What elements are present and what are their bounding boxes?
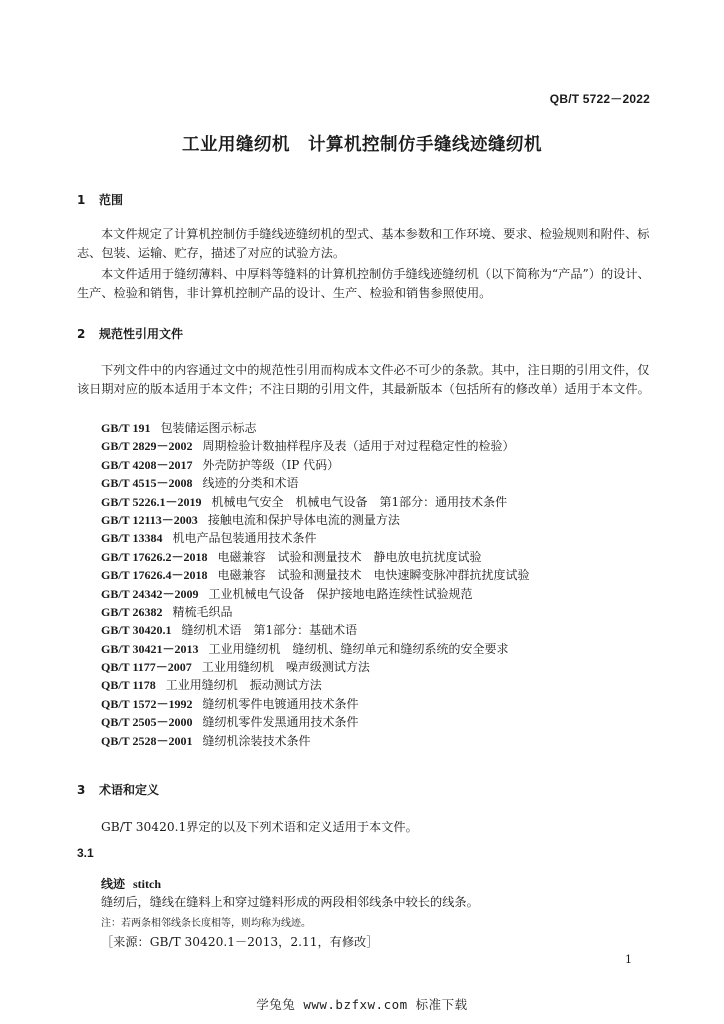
document-title: 工业用缝纫机 计算机控制仿手缝线迹缝纫机: [182, 135, 542, 155]
term-heading: [101, 875, 161, 892]
reference-code: GB/T 17626.4－2018: [101, 568, 208, 583]
reference-title: 缝纫机涂装技术条件: [202, 733, 311, 748]
term-definition: 缝纫后，缝线在缝料上和穿过缝料形成的两段相邻线条中较长的线条。: [101, 895, 479, 909]
reference-item: [101, 419, 529, 437]
reference-title: 工业用缝纫机 缝纫机、缝纫单元和缝纫系统的安全要求: [208, 641, 509, 656]
section-2-intro: 下列文件中的内容通过文中的规范性引用而构成本文件必不可少的条款。其中，注日期的引用文件，仅该日期对应的版本适用于本文件；不注日期的引用文件，其最新版本（包括所有的修改单）适用于本文件。: [77, 363, 650, 396]
reference-code: QB/T 1572－1992: [101, 696, 193, 711]
reference-item: [101, 566, 529, 584]
reference-item: [101, 732, 529, 750]
reference-title: 缝纫机零件电镀通用技术条件: [202, 696, 359, 711]
reference-title: 工业用缝纫机 噪声级测试方法: [201, 660, 370, 675]
reference-item: [101, 585, 529, 603]
reference-item: [101, 676, 529, 694]
reference-item: [101, 474, 529, 492]
section-1-paragraph: 本文件适用于缝纫薄料、中厚料等缝料的计算机控制仿手缝线迹缝纫机（以下简称为“产品”）的设计、生产、检验和销售，非计算机控制产品的设计、生产、检验和销售参照使用。: [77, 267, 650, 300]
reference-title: 外壳防护等级（IP 代码）: [202, 457, 340, 472]
section-3-intro: GB/T 30420.1界定的以及下列术语和定义适用于本文件。: [101, 820, 418, 834]
reference-item: [101, 493, 529, 511]
reference-code: GB/T 4208－2017: [101, 457, 193, 472]
reference-item: [101, 529, 529, 547]
reference-title: 缝纫机零件发黑通用技术条件: [202, 715, 359, 730]
section-title: 术语和定义: [99, 783, 160, 797]
normative-references-list: [101, 419, 529, 750]
reference-code: GB/T 5226.1－2019: [101, 494, 202, 509]
term-source: ［来源：GB/T 30420.1－2013，2.11，有修改］: [101, 935, 379, 949]
reference-title: 机电产品包装通用技术条件: [172, 531, 317, 546]
reference-code: GB/T 17626.2－2018: [101, 549, 208, 564]
standard-code: QB/T 5722－2022: [549, 92, 650, 106]
watermark-text: 学兔兔 www.bzfxw.com 标准下载: [256, 997, 468, 1012]
reference-code: QB/T 2505－2000: [101, 715, 193, 730]
reference-title: 机械电气安全 机械电气设备 第1部分：通用技术条件: [211, 494, 508, 509]
reference-code: GB/T 26382: [101, 604, 163, 619]
reference-code: GB/T 191: [101, 421, 151, 435]
reference-title: 线迹的分类和术语: [202, 476, 299, 491]
term-note: 注：若两条相邻线条长度相等，则均称为线迹。: [101, 918, 311, 929]
reference-code: GB/T 12113－2003: [101, 512, 198, 527]
page-number: 1: [625, 953, 632, 966]
section-3-heading: [77, 781, 159, 798]
section-number: 2: [77, 327, 86, 341]
reference-title: 接触电流和保护导体电流的测量方法: [207, 512, 400, 527]
term-english: stitch: [133, 877, 162, 891]
reference-code: GB/T 13384: [101, 531, 163, 546]
term-number: 3.1: [77, 846, 94, 860]
reference-title: 包装储运图示标志: [160, 421, 257, 435]
reference-item: [101, 658, 529, 676]
section-title: 范围: [99, 193, 124, 207]
reference-item: [101, 603, 529, 621]
section-1-heading: [77, 191, 123, 208]
section-2-heading: [77, 325, 183, 342]
reference-code: GB/T 2829－2002: [101, 439, 193, 454]
reference-code: GB/T 30420.1: [101, 623, 172, 638]
reference-title: 工业机械电气设备 保护接地电路连续性试验规范: [208, 586, 473, 601]
reference-code: QB/T 1177－2007: [101, 660, 192, 675]
reference-code: QB/T 1178: [101, 678, 156, 693]
section-number: 1: [77, 193, 86, 207]
section-number: 3: [77, 783, 86, 797]
section-1-paragraph: 本文件规定了计算机控制仿手缝线迹缝纫机的型式、基本参数和工作环境、要求、检验规则和附件、标志、包装、运输、贮存，描述了对应的试验方法。: [77, 227, 650, 260]
reference-title: 缝纫机术语 第1部分：基础术语: [181, 623, 358, 638]
reference-item: [101, 621, 529, 639]
reference-item: [101, 456, 529, 474]
reference-title: 工业用缝纫机 振动测试方法: [165, 678, 322, 693]
reference-title: 电磁兼容 试验和测量技术 电快速瞬变脉冲群抗扰度试验: [217, 568, 530, 583]
reference-title: 周期检验计数抽样程序及表（适用于对过程稳定性的检验）: [202, 439, 515, 454]
term-chinese: 线迹: [101, 877, 126, 891]
reference-code: QB/T 2528－2001: [101, 733, 193, 748]
reference-item: [101, 437, 529, 455]
reference-code: GB/T 24342－2009: [101, 586, 199, 601]
section-title: 规范性引用文件: [99, 327, 184, 341]
reference-item: [101, 713, 529, 731]
reference-title: 精梳毛织品: [172, 604, 233, 619]
reference-code: GB/T 4515－2008: [101, 476, 193, 491]
reference-item: [101, 548, 529, 566]
reference-item: [101, 640, 529, 658]
reference-code: GB/T 30421－2013: [101, 641, 199, 656]
reference-item: [101, 695, 529, 713]
reference-title: 电磁兼容 试验和测量技术 静电放电抗扰度试验: [217, 549, 482, 564]
reference-item: [101, 511, 529, 529]
